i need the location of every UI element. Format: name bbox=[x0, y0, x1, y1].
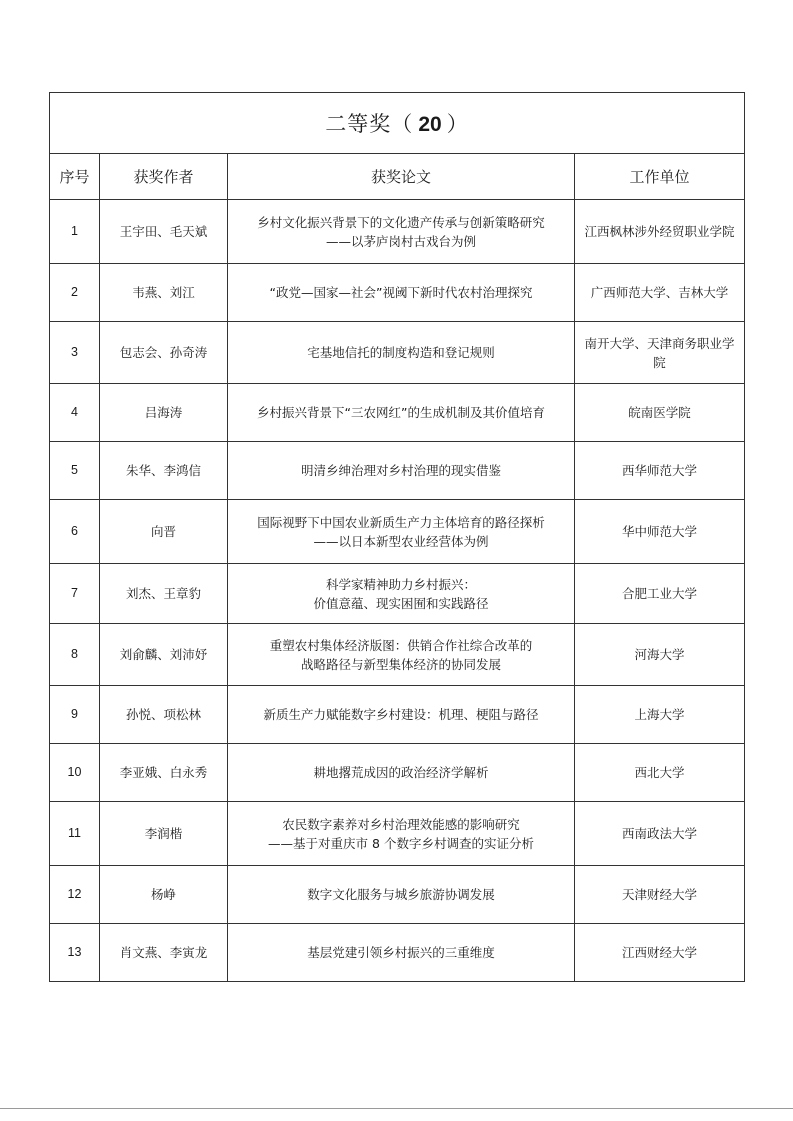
row-authors: 刘俞麟、刘沛妤 bbox=[100, 624, 228, 686]
row-authors: 肖文燕、李寅龙 bbox=[100, 924, 228, 982]
table-row bbox=[50, 500, 745, 564]
table-row bbox=[50, 866, 745, 924]
page-bottom-rule bbox=[0, 1108, 793, 1109]
paper-title-line: 国际视野下中国农业新质生产力主体培育的路径探析 bbox=[257, 514, 545, 530]
paper-title-line: “政党—国家—社会”视阈下新时代农村治理探究 bbox=[269, 285, 533, 300]
row-unit: 河海大学 bbox=[575, 624, 745, 686]
row-authors: 吕海涛 bbox=[100, 384, 228, 442]
row-authors: 李润楷 bbox=[100, 802, 228, 866]
award-title-text: 二等奖（ bbox=[325, 112, 414, 136]
table-row bbox=[50, 200, 745, 264]
row-paper-title bbox=[228, 624, 575, 686]
row-authors: 李亚娥、白永秀 bbox=[100, 744, 228, 802]
row-authors: 向晋 bbox=[100, 500, 228, 564]
award-title bbox=[50, 93, 745, 154]
paper-title-line: ——以茅庐岗村古戏台为例 bbox=[325, 233, 476, 249]
paper-title-line: 新质生产力赋能数字乡村建设：机理、梗阻与路径 bbox=[263, 707, 539, 722]
paper-title-line: 重塑农村集体经济版图：供销合作社综合改革的 bbox=[269, 637, 533, 653]
row-unit: 天津财经大学 bbox=[575, 866, 745, 924]
row-number: 13 bbox=[50, 924, 100, 982]
table-row bbox=[50, 384, 745, 442]
row-paper-title bbox=[228, 686, 575, 744]
row-paper-title bbox=[228, 802, 575, 866]
row-paper-title bbox=[228, 500, 575, 564]
paper-title-line: 基层党建引领乡村振兴的三重维度 bbox=[307, 945, 495, 960]
row-number: 7 bbox=[50, 564, 100, 624]
row-authors: 王宇田、毛天斌 bbox=[100, 200, 228, 264]
row-authors: 孙悦、项松林 bbox=[100, 686, 228, 744]
row-paper-title bbox=[228, 264, 575, 322]
paper-title-line: 价值意蕴、现实困囿和实践路径 bbox=[313, 595, 489, 611]
paper-title-line: 宅基地信托的制度构造和登记规则 bbox=[307, 345, 495, 360]
row-paper-title bbox=[228, 442, 575, 500]
row-number: 9 bbox=[50, 686, 100, 744]
title-row bbox=[50, 93, 745, 154]
table-row bbox=[50, 442, 745, 500]
paper-title-line: 明清乡绅治理对乡村治理的现实借鉴 bbox=[300, 463, 501, 478]
paper-title-line: 数字文化服务与城乡旅游协调发展 bbox=[307, 887, 495, 902]
header-paper: 获奖论文 bbox=[228, 154, 575, 200]
row-paper-title bbox=[228, 924, 575, 982]
row-unit: 华中师范大学 bbox=[575, 500, 745, 564]
header-authors: 获奖作者 bbox=[100, 154, 228, 200]
row-unit: 西北大学 bbox=[575, 744, 745, 802]
row-number: 2 bbox=[50, 264, 100, 322]
header-unit: 工作单位 bbox=[575, 154, 745, 200]
paper-title-line: 科学家精神助力乡村振兴： bbox=[325, 576, 476, 592]
table-row bbox=[50, 264, 745, 322]
row-unit: 上海大学 bbox=[575, 686, 745, 744]
row-authors: 包志会、孙奇涛 bbox=[100, 322, 228, 384]
row-paper-title bbox=[228, 744, 575, 802]
row-number: 5 bbox=[50, 442, 100, 500]
row-number: 4 bbox=[50, 384, 100, 442]
row-unit: 江西枫林涉外经贸职业学院 bbox=[575, 200, 745, 264]
row-unit: 合肥工业大学 bbox=[575, 564, 745, 624]
table-row bbox=[50, 802, 745, 866]
row-unit: 南开大学、天津商务职业学院 bbox=[575, 322, 745, 384]
row-unit: 广西师范大学、吉林大学 bbox=[575, 264, 745, 322]
award-table bbox=[49, 92, 745, 982]
row-number: 3 bbox=[50, 322, 100, 384]
paper-title-line: 耕地撂荒成因的政治经济学解析 bbox=[313, 765, 489, 780]
award-title-close: ） bbox=[446, 112, 469, 136]
row-number: 12 bbox=[50, 866, 100, 924]
row-number: 8 bbox=[50, 624, 100, 686]
header-row bbox=[50, 154, 745, 200]
paper-title-line: 乡村振兴背景下“三农网红”的生成机制及其价值培育 bbox=[257, 405, 545, 420]
header-no: 序号 bbox=[50, 154, 100, 200]
row-paper-title bbox=[228, 384, 575, 442]
row-number: 11 bbox=[50, 802, 100, 866]
row-unit: 西南政法大学 bbox=[575, 802, 745, 866]
row-paper-title bbox=[228, 866, 575, 924]
table-row bbox=[50, 686, 745, 744]
table-row bbox=[50, 624, 745, 686]
row-unit: 西华师范大学 bbox=[575, 442, 745, 500]
row-paper-title bbox=[228, 564, 575, 624]
row-authors: 刘杰、王章豹 bbox=[100, 564, 228, 624]
row-paper-title bbox=[228, 322, 575, 384]
table-row bbox=[50, 924, 745, 982]
award-table-body bbox=[50, 93, 745, 982]
table-row bbox=[50, 322, 745, 384]
paper-title-line: 乡村文化振兴背景下的文化遗产传承与创新策略研究 bbox=[257, 214, 545, 230]
row-authors: 杨峥 bbox=[100, 866, 228, 924]
award-count: 20 bbox=[418, 113, 442, 136]
table-row bbox=[50, 744, 745, 802]
paper-title-line: ——以日本新型农业经营体为例 bbox=[313, 533, 489, 549]
row-number: 10 bbox=[50, 744, 100, 802]
paper-title-line: 农民数字素养对乡村治理效能感的影响研究 bbox=[282, 816, 520, 832]
paper-title-line: ——基于对重庆市 8 个数字乡村调查的实证分析 bbox=[268, 835, 534, 851]
row-number: 6 bbox=[50, 500, 100, 564]
row-authors: 韦燕、刘江 bbox=[100, 264, 228, 322]
row-authors: 朱华、李鸿信 bbox=[100, 442, 228, 500]
table-row bbox=[50, 564, 745, 624]
paper-title-line: 战略路径与新型集体经济的协同发展 bbox=[300, 656, 501, 672]
row-paper-title bbox=[228, 200, 575, 264]
row-number: 1 bbox=[50, 200, 100, 264]
row-unit: 皖南医学院 bbox=[575, 384, 745, 442]
row-unit: 江西财经大学 bbox=[575, 924, 745, 982]
